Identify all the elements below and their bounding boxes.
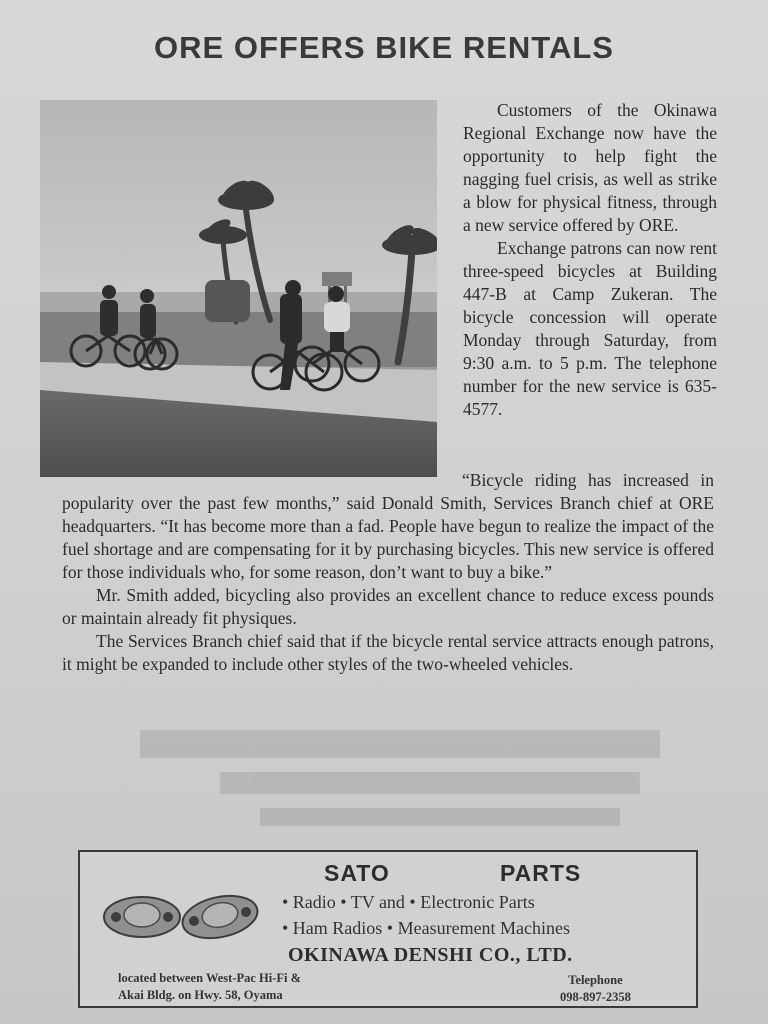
ad-telephone [560,972,631,1006]
ad-company-name: OKINAWA DENSHI CO., LTD. [288,944,573,966]
article-headline: ORE OFFERS BIKE RENTALS [154,30,614,65]
article-column-text [463,99,717,421]
transistor-icon [180,888,260,946]
article-paragraph: Exchange patrons can now rent three-speed bicycles at Building 447-B at Camp Zukeran. The bicycle concession will operate Monday through Saturday, from 9:30 a.m. to 5 p.m. The telephone number for the new service is 635-4577. [463,238,717,419]
article-paragraph: Mr. Smith added, bicycling also provides an excellent chance to reduce excess pounds or maintain already fit physiques. [62,585,714,628]
beach-bicycles-photo [40,100,437,477]
ad-heading-sato: SATO [324,860,390,886]
article-paragraph: Customers of the Okinawa Regional Exchange now have the opportunity to help fight the nagging fuel crisis, as well as strike a blow for physical fitness, through a new service offered by ORE. [463,100,717,235]
ad-heading-parts: PARTS [500,860,582,886]
ad-location [118,970,301,1004]
sato-parts-advertisement [78,850,698,1008]
ad-telephone-label: Telephone [568,973,623,987]
ad-products-line-1: • Radio • TV and • Electronic Parts [282,892,535,912]
ad-location-line-2: Akai Bldg. on Hwy. 58, Oyama [118,988,283,1002]
ad-location-line-1: located between West-Pac Hi-Fi & [118,971,302,985]
bleed-through-shadow [80,720,700,840]
article-wide-text [62,469,714,676]
article-paragraph: “Bicycle riding has increased in popularity over the past few months,” said Donald Smith, Services Branch chief at ORE headquarters. “It has become more than a fad. People have begun to realize the impact of the fuel shortage and are compensating for it by purchasing bicycles. This new service is offered for those individuals who, for some reason, don’t want to buy a bike.” [62,470,714,582]
ad-telephone-number: 098-897-2358 [560,990,631,1004]
ad-products-line-2: • Ham Radios • Measurement Machines [282,918,571,938]
article-paragraph: The Services Branch chief said that if the bicycle rental service attracts enough patrons, it might be expanded to include other styles of the two-wheeled vehicles. [62,631,714,674]
transistor-icon [102,888,182,946]
